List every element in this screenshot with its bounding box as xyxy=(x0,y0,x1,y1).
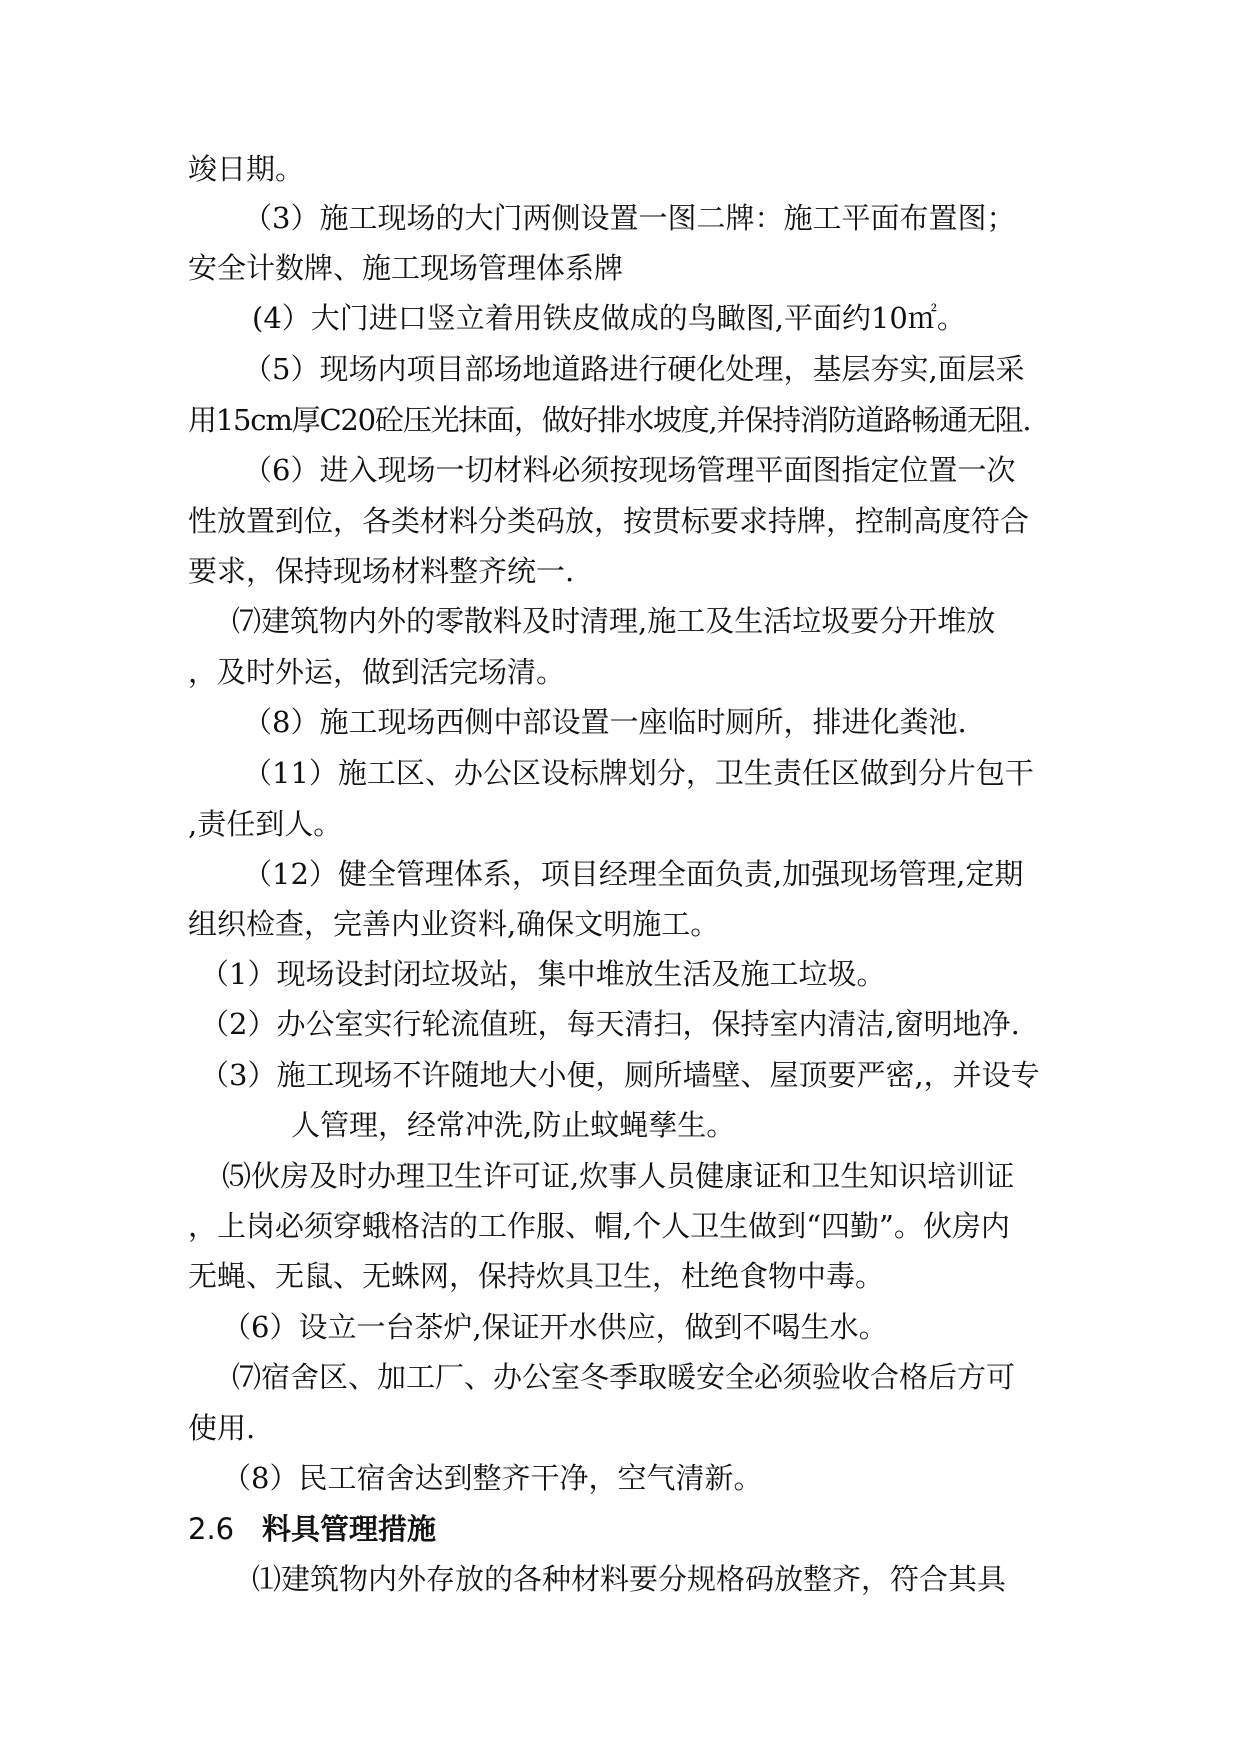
text-line-25: ⑺宿舍区、加工厂、办公室冬季取暖安全必须验收合格后方可 xyxy=(232,1360,1016,1394)
text-line-26: 使用. xyxy=(188,1411,256,1445)
text-line-4: (4）大门进口竖立着用铁皮做成的鸟瞰图,平面约10㎡。 xyxy=(252,301,966,335)
text-line-7: （6）进入现场一切材料必须按现场管理平面图指定位置一次 xyxy=(243,453,1016,487)
text-line-12: （8）施工现场西侧中部设置一座临时厕所，排进化粪池. xyxy=(243,705,967,739)
text-line-9: 要求，保持现场材料整齐统一. xyxy=(188,554,575,588)
text-line-21: ⑸伙房及时办理卫生许可证,炊事人员健康证和卫生知识培训证 xyxy=(222,1159,1015,1193)
section-title: 料具管理措施 xyxy=(262,1512,437,1546)
text-line-27: （8）民工宿舍达到整齐干净，空气清新。 xyxy=(222,1461,763,1495)
text-line-10: ⑺建筑物内外的零散料及时清理,施工及生活垃圾要分开堆放 xyxy=(232,604,996,638)
text-line-19: （3）施工现场不许随地大小便，厕所墙壁、屋顶要严密,，并设专 xyxy=(200,1058,1040,1092)
section-number: 2.6 xyxy=(188,1512,235,1546)
section-heading xyxy=(188,1511,436,1547)
text-line-14: ,责任到人。 xyxy=(188,807,343,841)
text-line-24: （6）设立一台茶炉,保证开水供应，做到不喝生水。 xyxy=(222,1310,888,1344)
text-line-15: （12）健全管理体系，项目经理全面负责,加强现场管理,定期 xyxy=(243,857,1024,891)
text-line-11: ，及时外运，做到活完场清。 xyxy=(188,655,566,689)
text-line-1: 竣日期。 xyxy=(188,152,305,186)
text-line-3: 安全计数牌、施工现场管理体系牌 xyxy=(188,251,624,285)
text-line-13: （11）施工区、办公区设标牌划分，卫生责任区做到分片包干 xyxy=(243,756,1034,790)
text-line-16: 组织检查，完善内业资料,确保文明施工。 xyxy=(188,907,720,941)
text-line-2: （3）施工现场的大门两侧设置一图二牌：施工平面布置图； xyxy=(243,201,1016,235)
text-line-22: ，上岗必须穿蛾格洁的工作服、帽,个人卫生做到“四勤”。伙房内 xyxy=(188,1209,1010,1243)
text-line-20: 人管理，经常冲洗,防止蚊蝇孳生。 xyxy=(291,1108,736,1142)
text-line-6: 用15cm厚C20砼压光抹面，做好排水坡度,并保持消防道路畅通无阻. xyxy=(188,403,1031,437)
text-line-5: （5）现场内项目部场地道路进行硬化处理，基层夯实,面层采 xyxy=(243,352,1025,386)
text-line-18: （2）办公室实行轮流值班，每天清扫，保持室内清洁,窗明地净. xyxy=(200,1007,1020,1041)
text-line-8: 性放置到位，各类材料分类码放，按贯标要求持牌，控制高度符合 xyxy=(188,504,1030,538)
text-line-23: 无蝇、无鼠、无蛛网，保持炊具卫生，杜绝食物中毒。 xyxy=(188,1259,885,1293)
text-line-17: （1）现场设封闭垃圾站，集中堆放生活及施工垃圾。 xyxy=(200,957,886,991)
text-line-last: ⑴建筑物内外存放的各种材料要分规格码放整齐，符合其具 xyxy=(252,1562,1007,1596)
